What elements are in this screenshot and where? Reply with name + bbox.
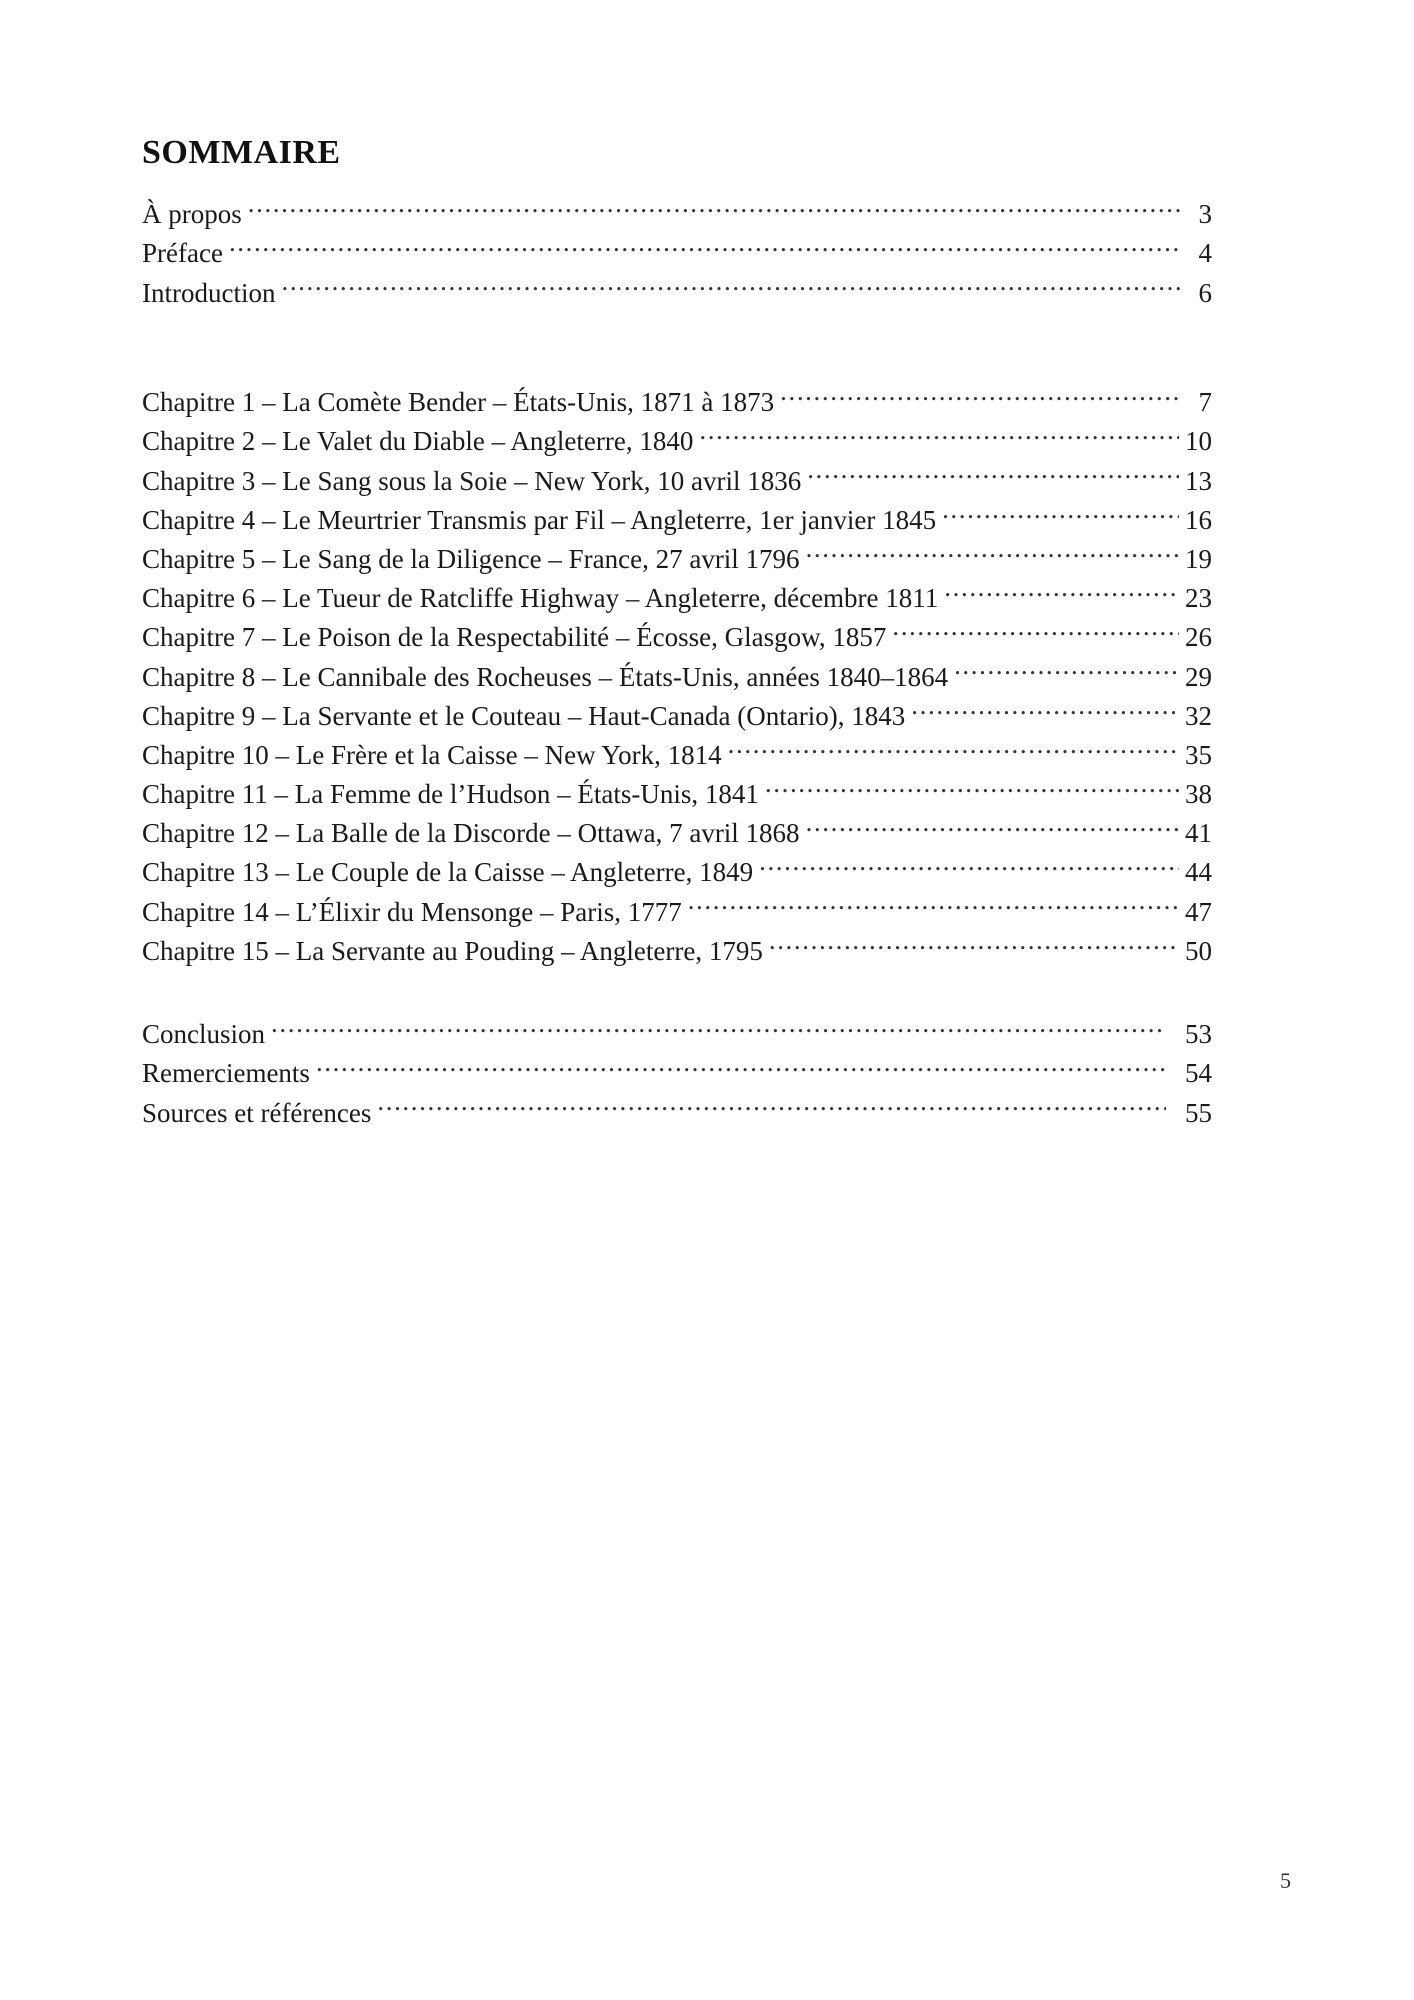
toc-entry-label: Chapitre 1 – La Comète Bender – États-Unis, 1871 à 1873 xyxy=(142,387,775,418)
toc-entry-page: 53 xyxy=(1185,1019,1212,1050)
toc-entry-page: 47 xyxy=(1185,896,1212,927)
toc-entry-a-propos[interactable] xyxy=(142,184,1212,230)
toc-entry-label: Chapitre 8 – Le Cannibale des Rocheuses – États-Unis, années 1840–1864 xyxy=(142,661,949,692)
back-matter-list xyxy=(142,1004,1212,1128)
page-title: SOMMAIRE xyxy=(142,134,341,171)
toc-entry-label: Chapitre 7 – Le Poison de la Respectabilité – Écosse, Glasgow, 1857 xyxy=(142,622,887,653)
toc-entry-introduction[interactable] xyxy=(142,262,1212,308)
toc-entry-conclusion[interactable] xyxy=(142,1004,1212,1050)
dot-leader xyxy=(229,223,1182,262)
toc-entry-page: 55 xyxy=(1185,1097,1212,1128)
toc-entry-preface[interactable] xyxy=(142,223,1212,269)
page-number: 5 xyxy=(1280,1868,1291,1893)
dot-leader xyxy=(271,1004,1166,1043)
toc-entry-page: 7 xyxy=(1198,387,1212,418)
toc-entry-page: 44 xyxy=(1185,857,1212,888)
toc-entry-label: Chapitre 4 – Le Meurtrier Transmis par Fil – Angleterre, 1er janvier 1845 xyxy=(142,504,937,535)
dot-leader xyxy=(316,1043,1166,1082)
toc-entry-label: Remerciements xyxy=(142,1058,310,1089)
dot-leader xyxy=(807,450,1179,489)
toc-entry-label: Chapitre 12 – La Balle de la Discorde – Ottawa, 7 avril 1868 xyxy=(142,818,800,849)
toc-entry-label: Chapitre 3 – Le Sang sous la Soie – New York, 10 avril 1836 xyxy=(142,465,802,496)
toc-entry-label: Chapitre 13 – Le Couple de la Caisse – Angleterre, 1849 xyxy=(142,857,754,888)
toc-entry-label: Chapitre 9 – La Servante et le Couteau – Haut-Canada (Ontario), 1843 xyxy=(142,700,906,731)
chapter-list xyxy=(142,372,1212,966)
dot-leader xyxy=(248,184,1182,223)
toc-entry-chapter-1[interactable] xyxy=(142,372,1212,418)
toc-entry-page: 35 xyxy=(1185,739,1212,770)
toc-entry-page: 41 xyxy=(1185,818,1212,849)
toc-entry-label: Chapitre 15 – La Servante au Pouding – Angleterre, 1795 xyxy=(142,935,763,966)
toc-entry-label: Chapitre 2 – Le Valet du Diable – Angleterre, 1840 xyxy=(142,426,694,457)
dot-leader xyxy=(806,529,1179,568)
toc-entry-remerciements[interactable] xyxy=(142,1043,1212,1089)
toc-entry-page: 50 xyxy=(1185,935,1212,966)
dot-leader xyxy=(759,842,1179,881)
toc-entry-label: Sources et références xyxy=(142,1097,372,1128)
dot-leader xyxy=(765,764,1179,803)
toc-entry-label: Chapitre 10 – Le Frère et la Caisse – New York, 1814 xyxy=(142,739,722,770)
toc-entry-page: 23 xyxy=(1185,583,1212,614)
toc-entry-label: Chapitre 14 – L’Élixir du Mensonge – Paris, 1777 xyxy=(142,896,682,927)
toc-entry-page: 38 xyxy=(1185,779,1212,810)
toc-entry-label: Conclusion xyxy=(142,1019,266,1050)
dot-leader xyxy=(728,725,1179,764)
toc-entry-page: 19 xyxy=(1185,543,1212,574)
dot-leader xyxy=(944,568,1179,607)
toc-entry-page: 29 xyxy=(1185,661,1212,692)
toc-entry-label: Préface xyxy=(142,238,223,269)
toc-entry-page: 54 xyxy=(1185,1058,1212,1089)
dot-leader xyxy=(281,262,1182,301)
toc-entry-page: 6 xyxy=(1198,277,1212,308)
dot-leader xyxy=(780,372,1182,411)
toc-entry-page: 13 xyxy=(1185,465,1212,496)
toc-entry-page: 3 xyxy=(1198,199,1212,230)
dot-leader xyxy=(892,607,1179,646)
toc-entry-page: 10 xyxy=(1185,426,1212,457)
toc-entry-label: Chapitre 11 – La Femme de l’Hudson – États-Unis, 1841 xyxy=(142,779,759,810)
dot-leader xyxy=(688,881,1179,920)
dot-leader xyxy=(942,490,1179,529)
toc-entry-label: À propos xyxy=(142,199,242,230)
toc-entry-page: 32 xyxy=(1185,700,1212,731)
toc-entry-label: Chapitre 5 – Le Sang de la Diligence – France, 27 avril 1796 xyxy=(142,543,800,574)
toc-entry-page: 26 xyxy=(1185,622,1212,653)
dot-leader xyxy=(699,411,1179,450)
dot-leader xyxy=(377,1082,1166,1121)
dot-leader xyxy=(911,686,1179,725)
toc-entry-page: 4 xyxy=(1198,238,1212,269)
toc-entry-label: Introduction xyxy=(142,277,276,308)
dot-leader xyxy=(769,921,1179,960)
front-matter-list xyxy=(142,184,1212,308)
toc-entry-page: 16 xyxy=(1185,504,1212,535)
toc-entry-label: Chapitre 6 – Le Tueur de Ratcliffe Highway – Angleterre, décembre 1811 xyxy=(142,583,939,614)
dot-leader xyxy=(806,803,1179,842)
dot-leader xyxy=(954,646,1179,685)
